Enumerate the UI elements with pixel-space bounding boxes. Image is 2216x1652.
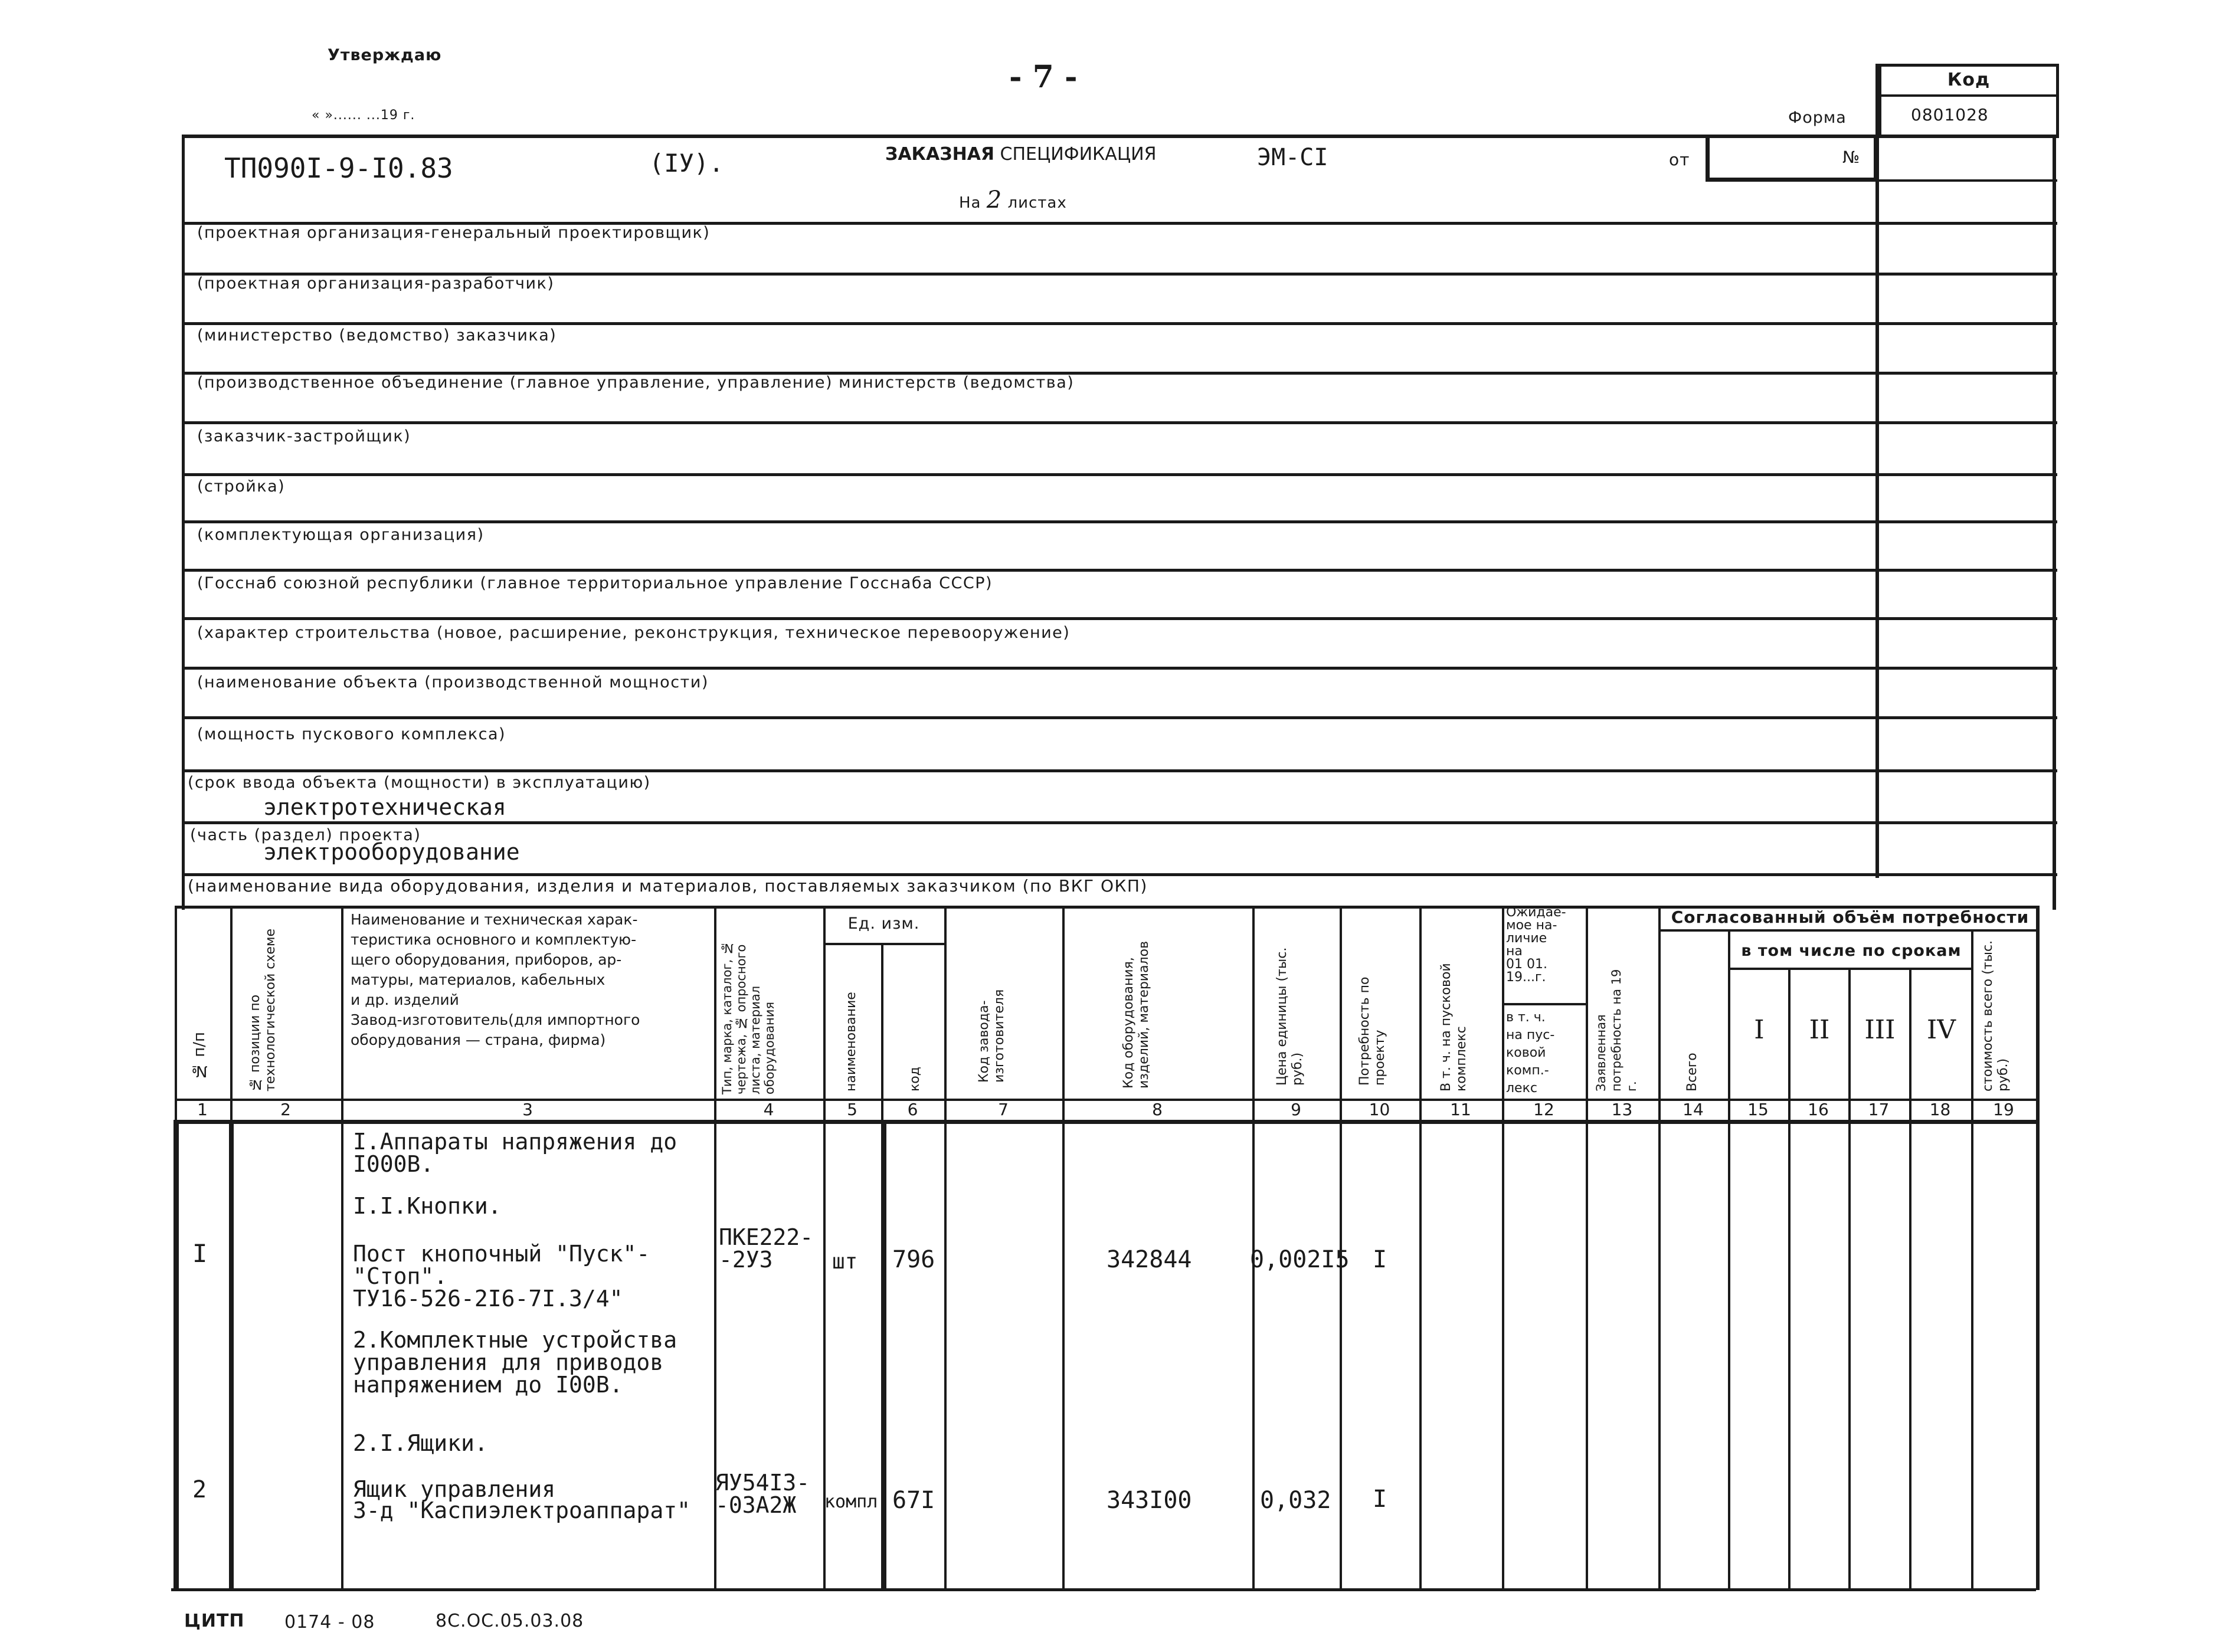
approve-date: « »...... ...19 г. <box>312 108 415 123</box>
field-construction-site: (стройка) <box>197 477 286 496</box>
col-header-unit-code: код <box>908 1067 922 1092</box>
field-production-association: (производственное объединение (главное управление, управление) министерств (ведомства) <box>197 373 1075 392</box>
col-header-factory-code: Код завода-изготовителя <box>977 989 1007 1083</box>
equipment-value: электрооборудование <box>263 839 520 865</box>
col-header-declared: Заявленная потребность на 19 г. <box>1594 969 1639 1092</box>
field-developer: (проектная организация-разработчик) <box>197 274 555 293</box>
approve-label: Утверждаю <box>328 46 442 64</box>
ot-label: от <box>1669 150 1690 169</box>
field-launch-capacity: (мощность пускового комплекса) <box>197 725 506 743</box>
spec-code: ЭМ-СI <box>1257 144 1328 171</box>
col-header-launch: В т. ч. на пусковой комплекс <box>1439 963 1469 1092</box>
col-number: 11 <box>1450 1099 1471 1119</box>
volume-number: (IУ). <box>649 149 724 178</box>
row2-name: Ящик управления З-д "Каспиэлектроаппарат" <box>353 1476 690 1523</box>
col-number: 13 <box>1611 1099 1633 1119</box>
col-number: 10 <box>1369 1099 1390 1119</box>
col-number: 2 <box>280 1099 291 1119</box>
field-equipment-kind: (наименование вида оборудования, изделия и материалов, поставляемых заказчиком (по ВКГ ОКП) <box>188 876 1148 896</box>
col-number: 12 <box>1533 1099 1554 1119</box>
field-commissioning-date: (срок ввода объекта (мощности) в эксплуатацию) <box>188 773 651 792</box>
col-number: 18 <box>1929 1099 1951 1119</box>
col-number: 1 <box>197 1099 208 1119</box>
col-header-name: Наименование и техническая харак- теристика основного и комплектую- щего оборудования, приборов, ар- матуры, материалов, кабельных и др. изделий Завод-изготовитель(для импортного оборудования — страна, фирма) <box>351 911 640 1048</box>
sheets-count: На 2 листах <box>959 186 1067 214</box>
section-2-1-title: 2.I.Ящики. <box>353 1430 488 1456</box>
col-header-number: № п/п <box>191 1031 208 1080</box>
field-general-designer: (проектная организация-генеральный проектировщик) <box>197 224 711 242</box>
col-header-need: Потребность по проекту <box>1357 976 1387 1086</box>
row2-unit-code: 67I <box>892 1487 935 1514</box>
part-value: электротехническая <box>263 794 506 820</box>
col-number: 15 <box>1747 1099 1769 1119</box>
col-number: 9 <box>1291 1099 1301 1119</box>
col-number: 8 <box>1152 1099 1163 1119</box>
footer-org: ЦИТП <box>184 1611 245 1631</box>
col-header-q3: III <box>1864 1015 1896 1045</box>
project-code: ТП090I-9-I0.83 <box>224 152 453 184</box>
row1-price: 0,002I5 <box>1250 1246 1350 1273</box>
page-number: - 7 - <box>1009 59 1078 95</box>
field-object-name: (наименование объекта (производственной мощности) <box>197 673 709 691</box>
footer-number: 0174 - 08 <box>284 1612 375 1633</box>
section-2-title: 2.Комплектные устройства управления для приводов напряжением до I00В. <box>353 1327 677 1398</box>
number-label: № <box>1842 148 1861 167</box>
field-construction-type: (характер строительства (новое, расширение, реконструкция, техническое перевооружение) <box>197 624 1071 642</box>
col-number: 5 <box>847 1099 857 1119</box>
forma-label: Форма <box>1788 109 1847 127</box>
col-number: 19 <box>1993 1099 2014 1119</box>
row1-unit-code: 796 <box>892 1246 935 1273</box>
row2-type: ЯУ54I3- -03А2Ж <box>715 1470 810 1518</box>
col-header-total-cost: стоимость всего (тыс. руб.) <box>1981 940 2011 1092</box>
kod-label: Код <box>1947 70 1991 90</box>
col-header-total: Всего <box>1685 1053 1700 1092</box>
col-header-position: № позиции по технологической схеме <box>248 928 278 1092</box>
row1-number: I <box>192 1239 208 1268</box>
col-number: 7 <box>998 1099 1009 1119</box>
field-gossnab: (Госснаб союзной республики (главное территориальное управление Госснаба СССР) <box>197 574 993 592</box>
document-title: ЗАКАЗНАЯ СПЕЦИФИКАЦИЯ <box>885 144 1157 165</box>
col-header-agreed: Согласованный объём потребности <box>1671 907 2030 927</box>
col-number: 3 <box>522 1099 533 1119</box>
col-number: 16 <box>1808 1099 1829 1119</box>
row1-type: ПКЕ222- -2У3 <box>719 1224 814 1273</box>
field-customer: (заказчик-застройщик) <box>197 427 411 445</box>
col-header-expected-launch: в т. ч. на пус- ковой комп.- лекс <box>1506 1010 1555 1096</box>
col-number: 6 <box>907 1099 918 1119</box>
col-header-by-terms: в том числе по срокам <box>1741 942 1962 960</box>
field-completing-org: (комплектующая организация) <box>197 526 485 544</box>
field-project-part: (часть (раздел) проекта) <box>190 826 421 844</box>
row1-unit: шт <box>832 1250 858 1274</box>
col-header-expected: Ожидае- мое на- личие на 01 01. 19...г. <box>1506 905 1566 985</box>
col-header-unit-price: Цена единицы (тыс. руб.) <box>1275 947 1305 1086</box>
forma-code: 0801028 <box>1911 105 1989 124</box>
section-1-1-title: I.I.Кнопки. <box>353 1193 502 1219</box>
col-header-type: Тип, марка, каталог, № чертежа, № опросного листа, материал оборудования <box>720 941 777 1094</box>
field-ministry: (министерство (ведомство) заказчика) <box>197 326 557 345</box>
row2-unit: компл <box>824 1492 878 1512</box>
col-header-unit-name: наименование <box>844 992 859 1092</box>
col-header-q4: IV <box>1926 1015 1956 1045</box>
col-number: 4 <box>763 1099 774 1119</box>
section-1-title: I.Аппараты напряжения до I000В. <box>353 1129 677 1177</box>
col-header-q1: I <box>1754 1015 1765 1045</box>
col-number: 14 <box>1683 1099 1704 1119</box>
col-header-q2: II <box>1809 1015 1830 1045</box>
row1-equipment-code: 342844 <box>1107 1246 1192 1273</box>
row1-name: Пост кнопочный "Пуск"- "Стоп". ТУ16-526-2I6-7I.3/4" <box>353 1241 650 1312</box>
row2-equipment-code: 343I00 <box>1107 1487 1192 1514</box>
footer-code: 8С.ОС.05.03.08 <box>436 1611 584 1631</box>
row2-number: 2 <box>192 1476 207 1503</box>
row1-need: I <box>1373 1246 1387 1273</box>
row2-price: 0,032 <box>1260 1487 1331 1514</box>
col-header-equipment-code: Код оборудования, изделий, материалов <box>1121 940 1151 1089</box>
col-header-unit-group: Ед. изм. <box>847 914 920 933</box>
col-number: 17 <box>1868 1099 1890 1119</box>
row2-need: I <box>1373 1486 1387 1513</box>
